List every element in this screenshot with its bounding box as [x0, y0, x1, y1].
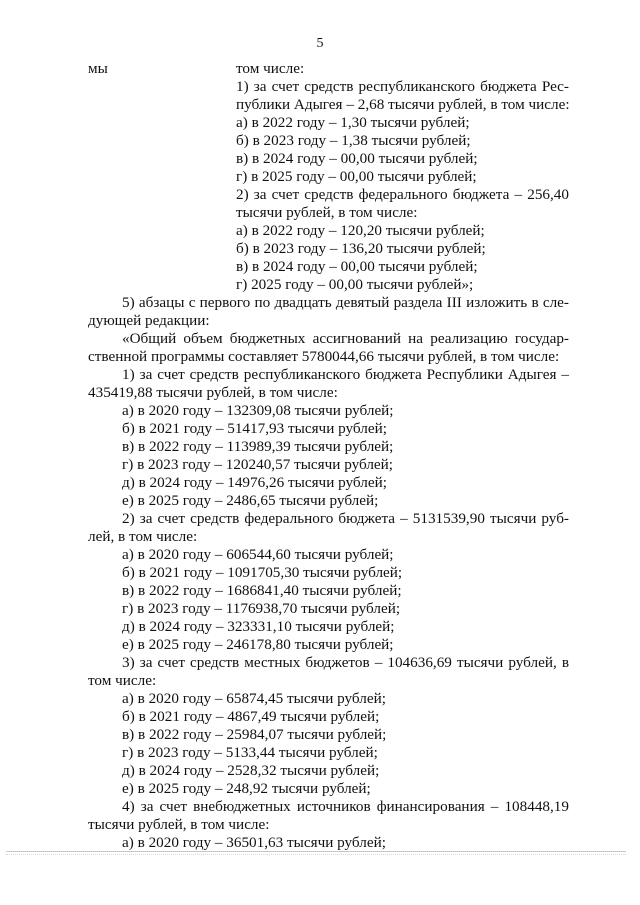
- text-line: б) в 2021 году – 4867,49 тысячи рублей;: [122, 708, 380, 725]
- text-line: е) в 2025 году – 2486,65 тысячи рублей;: [122, 492, 379, 509]
- text-line: дующей редакции:: [88, 312, 210, 329]
- scan-line: [6, 854, 626, 855]
- text-line: 4) за счет внебюджетных источников финансирования – 108448,19: [122, 798, 569, 815]
- text-line: г) 2025 году – 00,00 тысячи рублей»;: [236, 276, 474, 293]
- text-line: лей, в том числе:: [88, 528, 198, 545]
- text-line: б) в 2021 году – 51417,93 тысячи рублей;: [122, 420, 387, 437]
- text-line: в) в 2024 году – 00,00 тысячи рублей;: [236, 150, 478, 167]
- text-line: г) в 2023 году – 5133,44 тысячи рублей;: [122, 744, 378, 761]
- text-line: д) в 2024 году – 2528,32 тысячи рублей;: [122, 762, 380, 779]
- text-line: е) в 2025 году – 248,92 тысячи рублей;: [122, 780, 371, 797]
- text-line: 3) за счет средств местных бюджетов – 104636,69 тысячи рублей, в: [122, 654, 569, 671]
- text-line: тысячи рублей, в том числе:: [88, 816, 270, 833]
- text-line: том числе:: [88, 672, 157, 689]
- left-cell-text: мы: [88, 60, 108, 77]
- text-line: д) в 2024 году – 323331,10 тысячи рублей;: [122, 618, 395, 635]
- text-line: г) в 2025 году – 00,00 тысячи рублей;: [236, 168, 477, 185]
- scan-line: [6, 851, 626, 852]
- text-line: е) в 2025 году – 246178,80 тысячи рублей;: [122, 636, 394, 653]
- text-line: в) в 2022 году – 1686841,40 тысячи рублей;: [122, 582, 402, 599]
- text-line: г) в 2023 году – 1176938,70 тысячи рублей;: [122, 600, 401, 617]
- text-line: а) в 2022 году – 1,30 тысячи рублей;: [236, 114, 470, 131]
- text-line: «Общий объем бюджетных ассигнований на реализацию государ-: [122, 330, 569, 347]
- text-line: тысячи рублей, в том числе:: [236, 204, 418, 221]
- text-line: 2) за счет средств федерального бюджета – 5131539,90 тысячи руб-: [122, 510, 569, 527]
- text-line: в) в 2024 году – 00,00 тысячи рублей;: [236, 258, 478, 275]
- text-line: публики Адыгея – 2,68 тысячи рублей, в том числе:: [236, 96, 570, 113]
- text-line: ственной программы составляет 5780044,66 тысячи рублей, в том числе:: [88, 348, 560, 365]
- text-line: 435419,88 тысячи рублей, в том числе:: [88, 384, 338, 401]
- text-line: том числе:: [236, 60, 305, 77]
- text-line: г) в 2023 году – 120240,57 тысячи рублей;: [122, 456, 394, 473]
- text-line: а) в 2020 году – 606544,60 тысячи рублей;: [122, 546, 394, 563]
- text-line: 5) абзацы с первого по двадцать девятый раздела III изложить в сле-: [122, 294, 569, 311]
- text-line: 2) за счет средств федерального бюджета – 256,40: [236, 186, 569, 203]
- text-line: 1) за счет средств республиканского бюджета Республики Адыгея –: [122, 366, 569, 383]
- text-line: а) в 2022 году – 120,20 тысячи рублей;: [236, 222, 485, 239]
- text-line: 1) за счет средств республиканского бюджета Рес-: [236, 78, 569, 95]
- text-line: б) в 2021 году – 1091705,30 тысячи рублей;: [122, 564, 403, 581]
- text-line: в) в 2022 году – 25984,07 тысячи рублей;: [122, 726, 387, 743]
- page-number: 5: [316, 36, 324, 51]
- text-line: б) в 2023 году – 136,20 тысячи рублей;: [236, 240, 486, 257]
- text-line: б) в 2023 году – 1,38 тысячи рублей;: [236, 132, 471, 149]
- text-line: а) в 2020 году – 132309,08 тысячи рублей;: [122, 402, 394, 419]
- text-line: д) в 2024 году – 14976,26 тысячи рублей;: [122, 474, 387, 491]
- text-line: а) в 2020 году – 65874,45 тысячи рублей;: [122, 690, 386, 707]
- text-line: а) в 2020 году – 36501,63 тысячи рублей;: [122, 834, 386, 851]
- text-line: в) в 2022 году – 113989,39 тысячи рублей;: [122, 438, 394, 455]
